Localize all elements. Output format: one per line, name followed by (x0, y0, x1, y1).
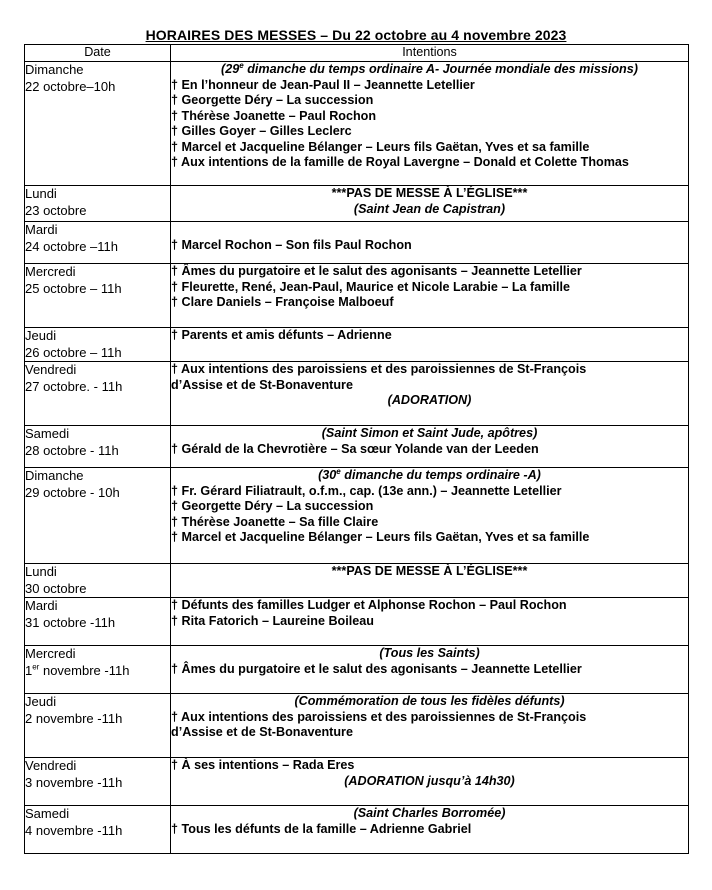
column-header-date: Date (25, 45, 171, 62)
intentions-cell (171, 62, 689, 186)
intention-line: † Georgette Déry – La succession (171, 499, 374, 513)
date-cell (25, 186, 171, 222)
page-title: HORAIRES DES MESSES – Du 22 octobre au 4 novembre 2023 (145, 27, 567, 43)
day-name: Mercredi (25, 646, 76, 661)
mass-schedule-table (24, 44, 689, 854)
intentions-cell (171, 264, 689, 328)
notice-line: ***PAS DE MESSE À L’ÉGLISE*** (331, 186, 528, 200)
table-row (25, 806, 689, 854)
date-cell (25, 468, 171, 564)
intention-line: † Thérèse Joanette – Paul Rochon (171, 108, 377, 123)
intentions-cell (171, 362, 689, 426)
liturgical-note: (ADORATION) (387, 393, 472, 407)
day-name: Vendredi (25, 758, 77, 773)
intentions-cell (171, 806, 689, 854)
table-row (25, 62, 689, 186)
day-name: Lundi (25, 186, 57, 201)
table-row (25, 264, 689, 328)
date-time: 3 novembre -11h (25, 774, 123, 790)
intention-line: † Thérèse Joanette – Sa fille Claire (171, 514, 379, 529)
intention-line: d’Assise et de St-Bonaventure (171, 377, 353, 392)
intention-line: † Rita Fatorich – Laureine Boileau (171, 613, 374, 628)
date-time: 1er novembre -11h (25, 662, 130, 678)
date-time: 30 octobre (25, 580, 87, 596)
date-time: 31 octobre -11h (25, 614, 116, 630)
intention-line: † Aux intentions des paroissiens et des paroissiennes de St-François (171, 362, 587, 376)
table-row (25, 468, 689, 564)
date-cell (25, 328, 171, 362)
table-row (25, 646, 689, 694)
table-row (25, 758, 689, 806)
day-name: Mardi (25, 598, 58, 613)
liturgical-note: (Tous les Saints) (379, 646, 480, 660)
intention-line: † Fleurette, René, Jean-Paul, Maurice et Nicole Larabie – La famille (171, 279, 570, 294)
intentions-cell (171, 758, 689, 806)
intention-line: † Gérald de la Chevrotière – Sa sœur Yolande van der Leeden (171, 441, 539, 456)
intentions-cell (171, 426, 689, 468)
date-cell (25, 426, 171, 468)
table-row (25, 426, 689, 468)
column-header-intentions: Intentions (171, 45, 689, 62)
date-cell (25, 598, 171, 646)
intention-line: † Tous les défunts de la famille – Adrienne Gabriel (171, 821, 472, 836)
date-cell (25, 564, 171, 598)
intention-line: † Marcel et Jacqueline Bélanger – Leurs fils Gaëtan, Yves et sa famille (171, 530, 590, 544)
intentions-cell (171, 222, 689, 264)
intentions-cell (171, 328, 689, 362)
day-name: Mardi (25, 222, 58, 237)
date-time: 26 octobre – 11h (25, 344, 122, 360)
table-header-row (25, 45, 689, 62)
table-row (25, 222, 689, 264)
date-cell (25, 758, 171, 806)
table-row (25, 564, 689, 598)
day-name: Jeudi (25, 328, 57, 343)
date-time: 28 octobre - 11h (25, 442, 119, 458)
liturgical-note: (29e dimanche du temps ordinaire A- Journée mondiale des missions) (221, 60, 638, 76)
liturgical-note: (Saint Charles Borromée) (353, 806, 506, 820)
day-name: Dimanche (25, 468, 84, 483)
date-time: 27 octobre. - 11h (25, 378, 123, 394)
intentions-cell (171, 468, 689, 564)
liturgical-note: (30e dimanche du temps ordinaire -A) (318, 466, 541, 482)
date-cell (25, 222, 171, 264)
liturgical-note: (ADORATION jusqu’à 14h30) (344, 773, 515, 788)
intention-line: † Georgette Déry – La succession (171, 93, 374, 107)
table-row (25, 186, 689, 222)
date-time: 4 novembre -11h (25, 822, 123, 838)
day-name: Mercredi (25, 264, 76, 279)
date-cell (25, 806, 171, 854)
intentions-cell (171, 694, 689, 758)
table-row (25, 598, 689, 646)
intention-line: † Aux intentions de la famille de Royal Lavergne – Donald et Colette Thomas (171, 155, 629, 169)
date-time: 24 octobre –11h (25, 238, 118, 254)
liturgical-note: (Saint Simon et Saint Jude, apôtres) (321, 426, 538, 440)
notice-line: ***PAS DE MESSE À L’ÉGLISE*** (331, 564, 528, 578)
day-name: Samedi (25, 806, 70, 821)
spacer-line (171, 222, 688, 238)
date-cell (25, 694, 171, 758)
liturgical-note: (Commémoration de tous les fidèles défunts) (294, 694, 565, 708)
day-name: Jeudi (25, 694, 57, 709)
date-time: 25 octobre – 11h (25, 280, 122, 296)
intention-line: † En l’honneur de Jean-Paul II – Jeannette Letellier (171, 77, 475, 92)
date-cell (25, 646, 171, 694)
table-row (25, 694, 689, 758)
day-name: Lundi (25, 564, 57, 579)
intention-line: d’Assise et de St-Bonaventure (171, 725, 353, 739)
intention-line: † Défunts des familles Ludger et Alphonse Rochon – Paul Rochon (171, 598, 567, 612)
schedule-body (25, 62, 689, 854)
intention-line: † Parents et amis défunts – Adrienne (171, 328, 392, 342)
date-cell (25, 264, 171, 328)
date-cell (25, 362, 171, 426)
intention-line: † Clare Daniels – Françoise Malboeuf (171, 295, 394, 309)
intention-line: † Marcel et Jacqueline Bélanger – Leurs fils Gaëtan, Yves et sa famille (171, 139, 590, 154)
intentions-cell (171, 598, 689, 646)
date-time: 23 octobre (25, 202, 87, 218)
intention-line: † Gilles Goyer – Gilles Leclerc (171, 124, 352, 138)
date-time: 2 novembre -11h (25, 710, 123, 726)
liturgical-note: (Saint Jean de Capistran) (353, 201, 506, 216)
intention-line: † Aux intentions des paroissiens et des paroissiennes de St-François (171, 709, 587, 724)
table-row (25, 362, 689, 426)
intentions-cell (171, 186, 689, 222)
date-time: 29 octobre - 10h (25, 484, 120, 500)
intention-line: † Marcel Rochon – Son fils Paul Rochon (171, 237, 412, 252)
date-time: 22 octobre–10h (25, 78, 116, 94)
day-name: Vendredi (25, 362, 77, 377)
table-row (25, 328, 689, 362)
intention-line: † Âmes du purgatoire et le salut des agonisants – Jeannette Letellier (171, 661, 582, 676)
intentions-cell (171, 646, 689, 694)
day-name: Samedi (25, 426, 70, 441)
intention-line: † Fr. Gérard Filiatrault, o.f.m., cap. (13e ann.) – Jeannette Letellier (171, 483, 562, 498)
date-cell (25, 62, 171, 186)
intentions-cell (171, 564, 689, 598)
day-name: Dimanche (25, 62, 84, 77)
intention-line: † À ses intentions – Rada Eres (171, 758, 355, 772)
intention-line: † Âmes du purgatoire et le salut des agonisants – Jeannette Letellier (171, 264, 582, 278)
